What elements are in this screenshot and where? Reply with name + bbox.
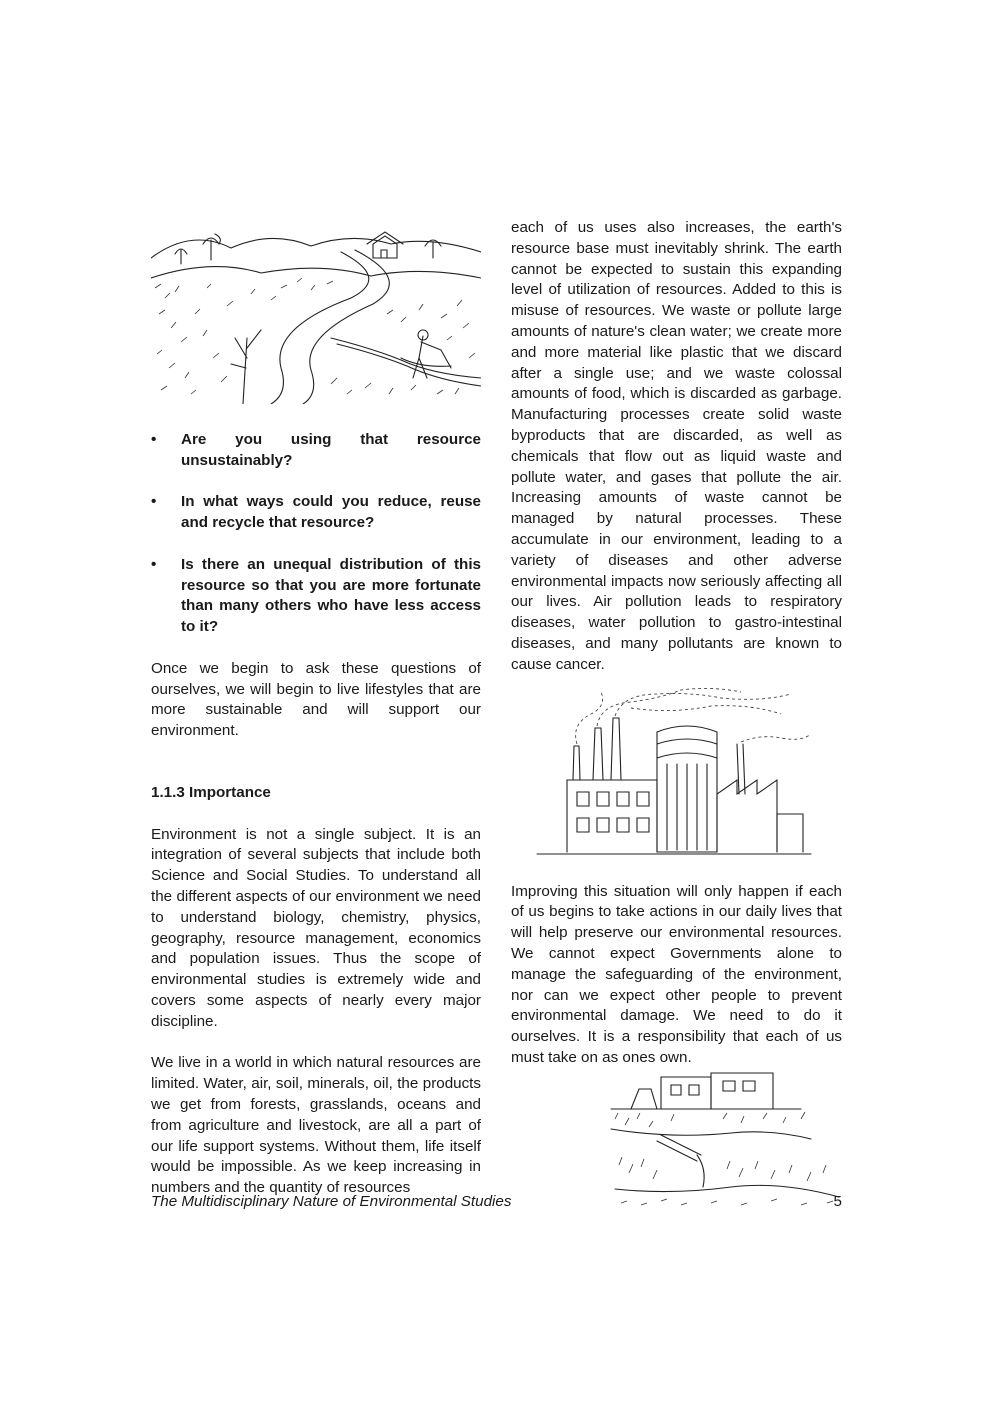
bullet: •	[151, 555, 157, 573]
paragraph-spacer	[151, 1033, 481, 1054]
question-item	[151, 430, 481, 472]
paragraph-continued: each of us uses also increases, the earth's resource base must inevitably shrink. The earth cannot be expected to sustain this expanding level of utilization of resources. Added to this is misuse of resources. We waste or pollute large amounts of nature's clean water; we create more and more material like plastic that we discard after a single use; and we waste colossal amounts of food, which is discarded as garbage. Manufacturing processes create solid waste byproducts that are discarded, as well as chemicals that flow out as liquid waste and pollute water, and gases that pollute the air. Increasing amounts of waste cannot be managed by natural processes. These accumulate in our environment, leading to a variety of diseases and other adverse environmental impacts now seriously affecting all our lives. Air pollution leads to respiratory diseases, water pollution to gastro-intestinal diseases, and many pollutants are known to cause cancer.	[511, 219, 842, 673]
paragraph-environment: Environment is not a single subject. It is an integration of several subjects that include both Science and Social Studies. To understand all the different aspects of our environment we need to understand biology, chemistry, physics, geography, resource management, economics and population issues. Thus the scope of environmental studies is extremely wide and covers some aspects of nearly every major discipline.	[151, 825, 481, 1030]
factory-illustration	[511, 684, 842, 874]
bullet: •	[151, 431, 157, 448]
section-heading: 1.1.3 Importance	[151, 783, 271, 801]
pollution-illustration	[511, 1069, 842, 1211]
paragraph-world: We live in a world in which natural resources are limited. Water, air, soil, minerals, oil, the products we get from forests, grasslands, oceans and from agriculture and livestock, are all a part of our life support systems. Without them, life itself would be impossible. As we keep increasing in numbers and the quantity of resources	[151, 1054, 481, 1197]
question-item	[151, 555, 481, 638]
question-text: Is there an unequal distribution of this resource so that you are more fortunate than many others who have less access to it?	[181, 555, 481, 636]
question-list	[151, 430, 481, 638]
page-number: 5	[833, 1193, 842, 1210]
right-column	[511, 218, 842, 1211]
question-text: In what ways could you reduce, reuse and recycle that resource?	[181, 493, 481, 532]
question-text: Are you using that resource unsustainably?	[181, 431, 481, 469]
left-column	[151, 218, 481, 1199]
paragraph-improving: Improving this situation will only happen if each of us begins to take actions in our daily lives that will help preserve our environmental resources. We cannot expect Governments alone to manage the safeguarding of the environment, nor can we expect other people to prevent environmental damage. We need to do it ourselves. It is a responsibility that each of us must take on as ones own.	[511, 882, 842, 1066]
question-item	[151, 492, 481, 534]
footer-title: The Multidisciplinary Nature of Environmental Studies	[151, 1193, 512, 1210]
paragraph-once: Once we begin to ask these questions of ourselves, we will begin to live lifestyles that are more sustainable and will support our environment.	[151, 659, 481, 740]
landscape-illustration	[151, 218, 481, 404]
bullet: •	[151, 493, 157, 511]
